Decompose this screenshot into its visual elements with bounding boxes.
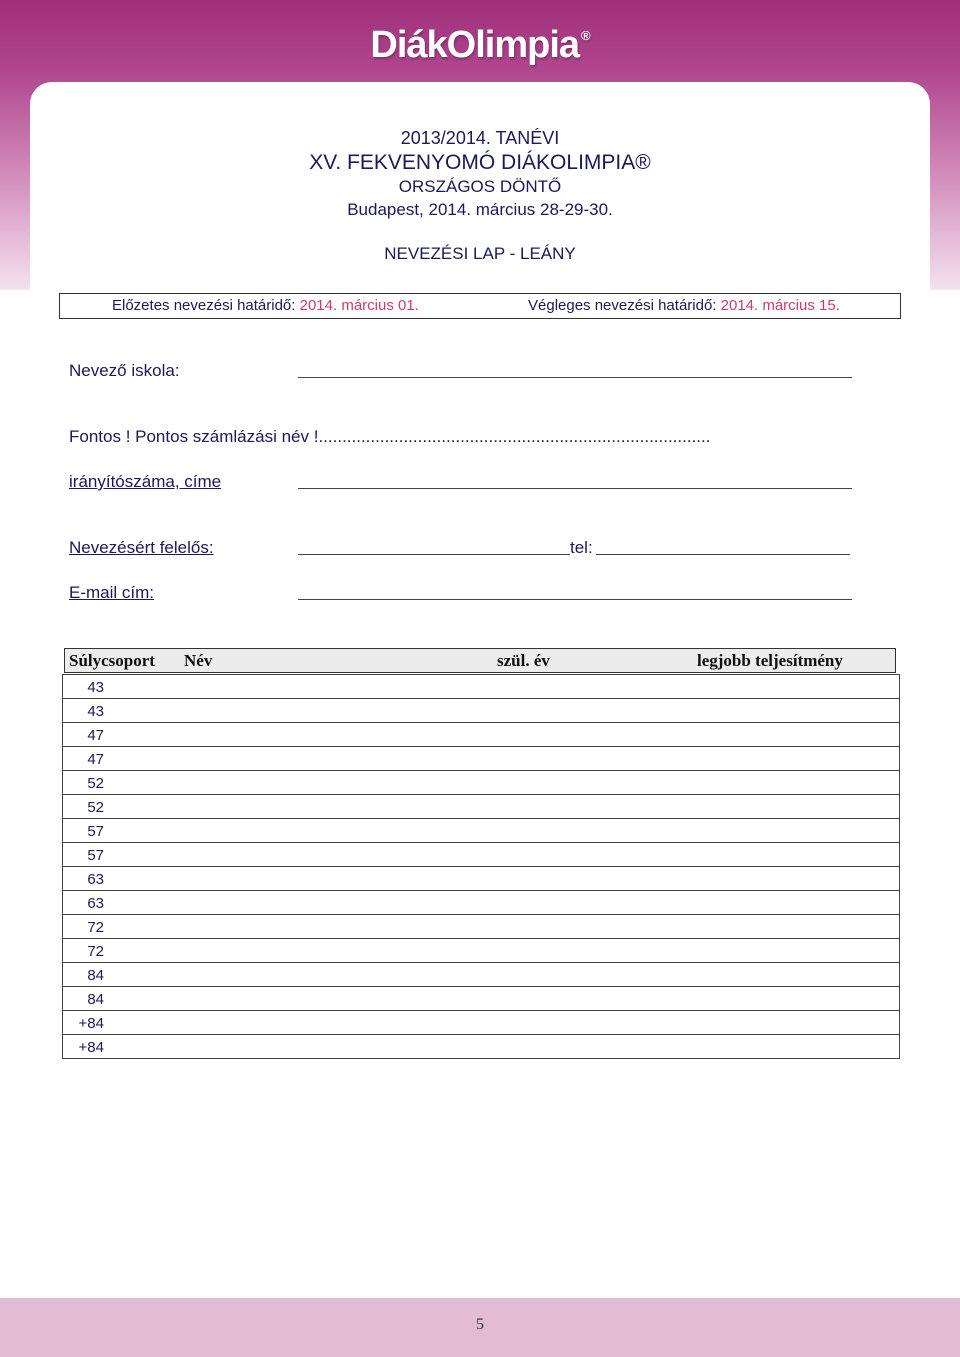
table-row[interactable] — [62, 674, 900, 699]
table-row[interactable] — [62, 699, 900, 723]
table-row[interactable] — [62, 891, 900, 915]
email-label: E-mail cím: — [69, 583, 154, 602]
table-row[interactable] — [62, 843, 900, 867]
header-name: Név — [184, 651, 213, 670]
table-row[interactable] — [62, 723, 900, 747]
table-row[interactable] — [62, 963, 900, 987]
weight-class-cell: 43 — [87, 703, 104, 720]
table-row[interactable] — [62, 987, 900, 1011]
weight-class-cell: +84 — [78, 1015, 104, 1032]
title-block — [0, 126, 960, 265]
diakolimpia-logo: DiákOlimpia ® — [370, 24, 590, 66]
weight-class-cell: 63 — [87, 895, 104, 912]
school-label: Nevező iskola: — [69, 361, 180, 380]
header-weight-class: Súlycsoport — [69, 651, 155, 670]
weight-class-cell: 72 — [87, 943, 104, 960]
weight-class-cell: 47 — [87, 727, 104, 744]
weight-class-cell: 72 — [87, 919, 104, 936]
entries-table-header — [64, 648, 896, 673]
table-row[interactable] — [62, 939, 900, 963]
header-birth-year: szül. év — [497, 651, 550, 670]
address-field[interactable] — [298, 488, 852, 489]
event-level: ORSZÁGOS DÖNTŐ — [398, 177, 562, 196]
billing-label: Fontos ! Pontos számlázási név !................................................................................... — [69, 427, 711, 446]
table-row[interactable] — [62, 1035, 900, 1059]
weight-class-cell: 57 — [87, 847, 104, 864]
preliminary-deadline: Előzetes nevezési határidő: 2014. március 01. — [112, 297, 419, 314]
email-field[interactable] — [298, 599, 852, 600]
weight-class-cell: 84 — [87, 991, 104, 1008]
event-place-date: Budapest, 2014. március 28-29-30. — [347, 200, 613, 219]
weight-class-cell: 57 — [87, 823, 104, 840]
school-field[interactable] — [298, 377, 852, 378]
weight-class-cell: 63 — [87, 871, 104, 888]
table-row[interactable] — [62, 795, 900, 819]
address-label: irányítószáma, címe — [69, 472, 222, 491]
table-row[interactable] — [62, 771, 900, 795]
weight-class-cell: 84 — [87, 967, 104, 984]
page-footer — [0, 1298, 960, 1357]
weight-class-cell: 47 — [87, 751, 104, 768]
table-row[interactable] — [62, 915, 900, 939]
responsible-label: Nevezésért felelős: — [69, 538, 214, 557]
tel-label: tel: — [570, 538, 593, 557]
table-row[interactable] — [62, 1011, 900, 1035]
table-row[interactable] — [62, 867, 900, 891]
entries-table — [62, 674, 900, 1059]
page-number: 5 — [476, 1316, 484, 1333]
table-row[interactable] — [62, 747, 900, 771]
header-best-result: legjobb teljesítmény — [697, 651, 843, 670]
final-deadline: Végleges nevezési határidő: 2014. március 15. — [528, 297, 840, 314]
weight-class-cell: 52 — [87, 799, 104, 816]
responsible-field[interactable] — [298, 554, 570, 555]
weight-class-cell: 52 — [87, 775, 104, 792]
event-title: XV. FEKVENYOMÓ DIÁKOLIMPIA® — [309, 151, 651, 174]
form-title: NEVEZÉSI LAP - LEÁNY — [384, 244, 576, 263]
school-year: 2013/2014. TANÉVI — [400, 128, 560, 148]
weight-class-cell: 43 — [87, 679, 104, 696]
table-row[interactable] — [62, 819, 900, 843]
weight-class-cell: +84 — [78, 1039, 104, 1056]
deadline-box — [59, 293, 901, 319]
tel-field[interactable] — [596, 554, 850, 555]
